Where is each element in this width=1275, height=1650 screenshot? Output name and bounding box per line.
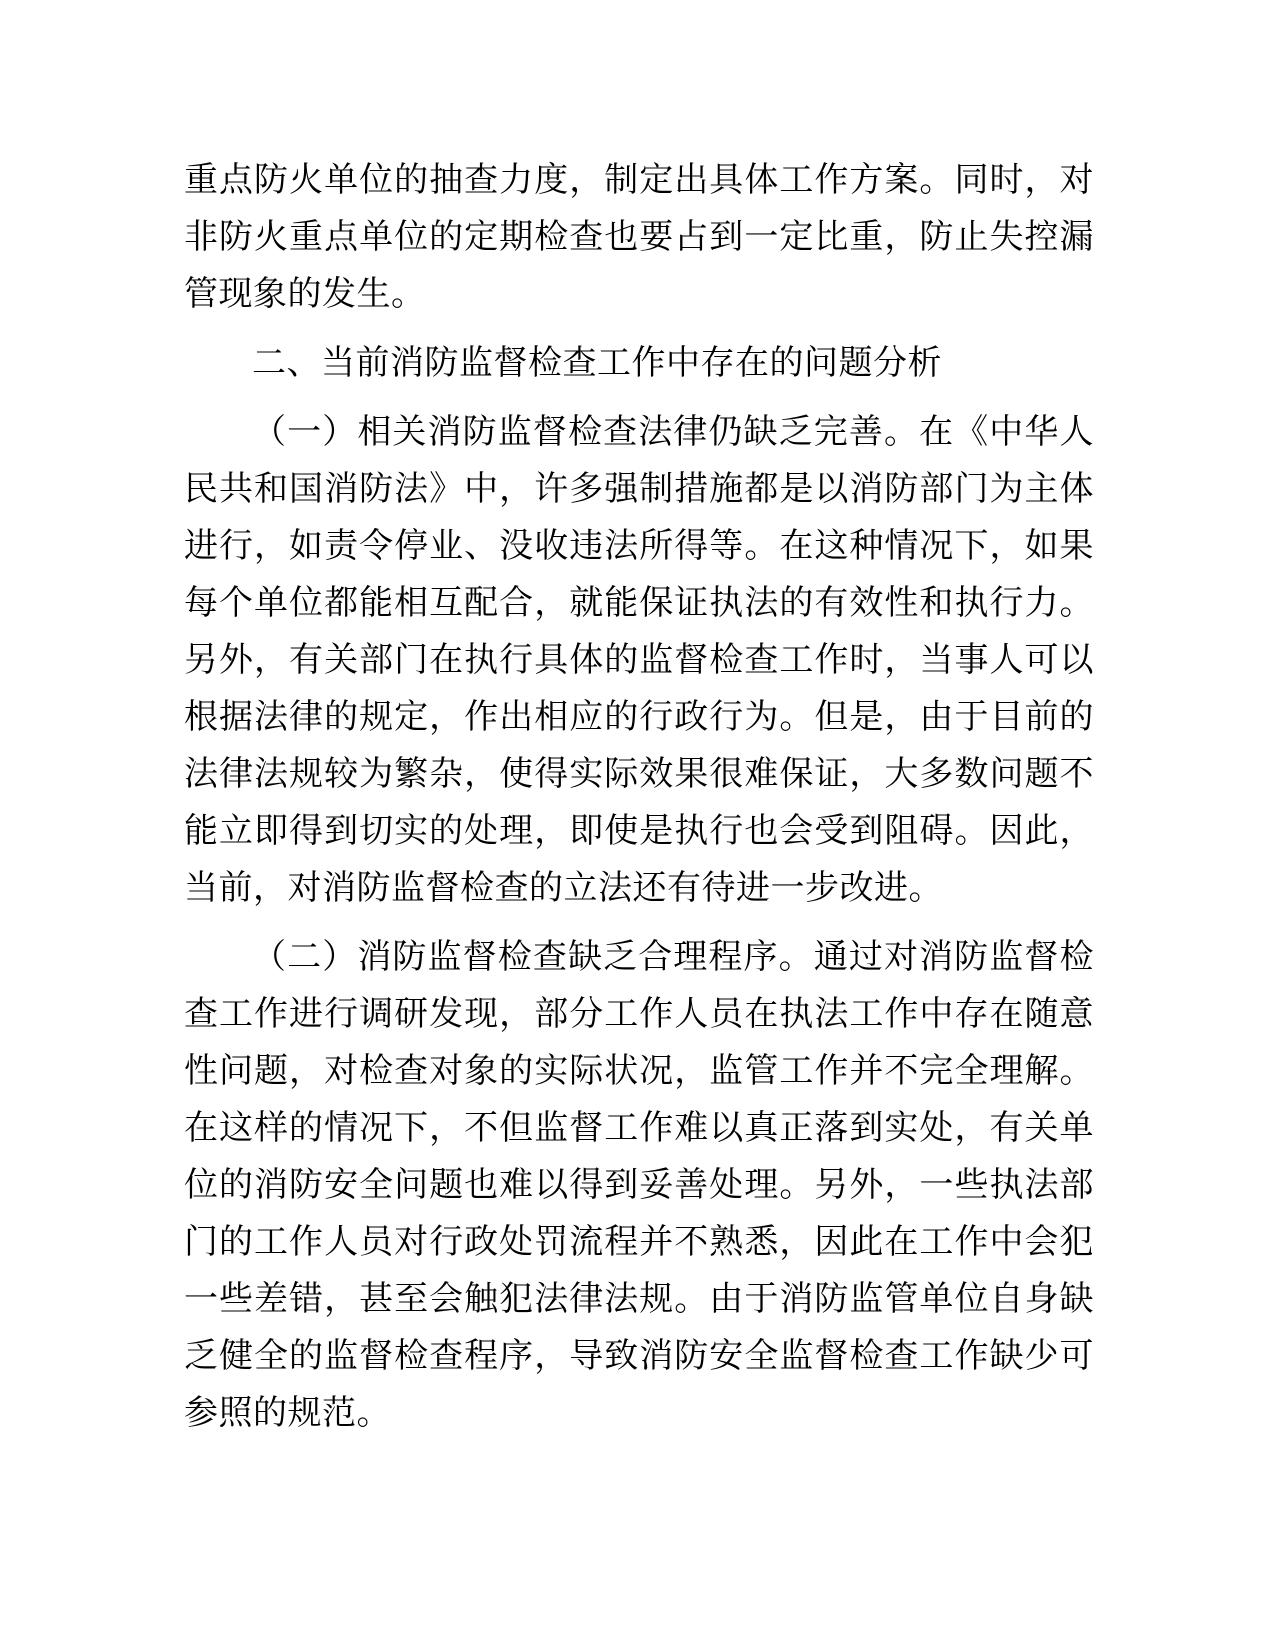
paragraph-issue-1: （一）相关消防监督检查法律仍缺乏完善。在《中华人民共和国消防法》中，许多强制措施都是以消防部门为主体进行，如责令停业、没收违法所得等。在这种情况下，如果每个单位都能相互配合，就能保证执法的有效性和执行力。另外，有关部门在执行具体的监督检查工作时，当事人可以根据法律的规定，作出相应的行政行为。但是，由于目前的法律法规较为繁杂，使得实际效果很难保证，大多数问题不能立即得到切实的处理，即使是执行也会受到阻碍。因此，当前，对消防监督检查的立法还有待进一步改进。 (184, 412, 1094, 908)
paragraph-continuation: 重点防火单位的抽查力度，制定出具体工作方案。同时，对非防火重点单位的定期检查也要占到一定比重，防止失控漏管现象的发生。 (184, 160, 1094, 314)
document-page (184, 152, 1094, 1442)
section-heading: 二、当前消防监督检查工作中存在的问题分析 (252, 343, 942, 383)
paragraph-issue-2: （二）消防监督检查缺乏合理程序。通过对消防监督检查工作进行调研发现，部分工作人员在执法工作中存在随意性问题，对检查对象的实际状况，监管工作并不完全理解。在这样的情况下，不但监督工作难以真正落到实处，有关单位的消防安全问题也难以得到妥善处理。另外，一些执法部门的工作人员对行政处罚流程并不熟悉，因此在工作中会犯一些差错，甚至会触犯法律法规。由于消防监管单位自身缺乏健全的监督检查程序，导致消防安全监督检查工作缺少可参照的规范。 (184, 937, 1094, 1433)
